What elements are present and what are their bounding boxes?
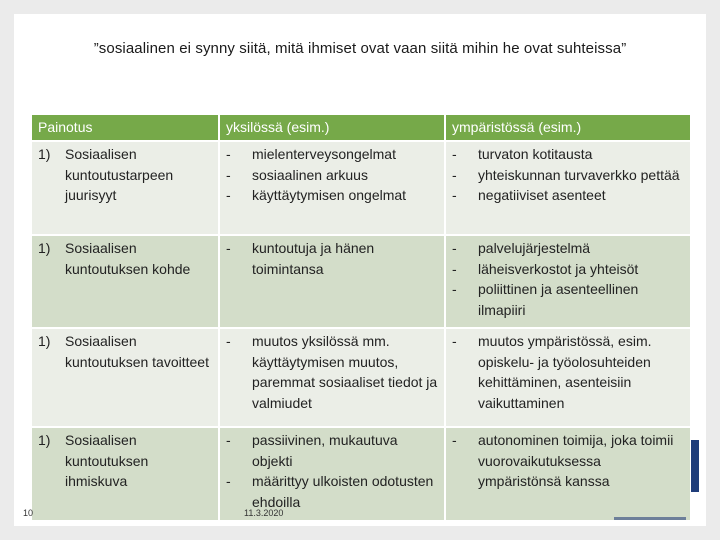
header-ymparistossa: ympäristössä (esim.) xyxy=(445,114,691,141)
comparison-table xyxy=(30,113,692,522)
list-item xyxy=(452,259,686,280)
list-item-text: poliittinen ja asenteellinen ilmapiiri xyxy=(478,281,639,318)
list-item-text: negatiiviset asenteet xyxy=(478,187,606,204)
list-item xyxy=(226,165,440,186)
list-dash: - xyxy=(226,187,231,204)
list-dash: - xyxy=(226,432,231,448)
list-item-text: käyttäytymisen ongelmat xyxy=(252,187,407,204)
table-row xyxy=(31,235,691,328)
row-label: Sosiaalisen kuntoutustarpeen juurisyyt xyxy=(65,146,174,204)
header-yksilossa: yksilössä (esim.) xyxy=(219,114,445,141)
list-dash: - xyxy=(452,333,457,349)
slide-date: 11.3.2020 xyxy=(244,508,284,518)
list-item xyxy=(452,331,686,413)
list-item xyxy=(226,471,440,512)
individual-cell xyxy=(219,235,445,328)
row-label-cell xyxy=(31,235,219,328)
list-item-text: sosiaalinen arkuus xyxy=(252,166,368,183)
footer-logo-text xyxy=(614,517,686,520)
list-item-text: läheisverkostot ja yhteisöt xyxy=(478,260,639,277)
table-row xyxy=(31,141,691,235)
individual-cell xyxy=(219,141,445,235)
list-dash: - xyxy=(452,260,457,277)
environment-cell xyxy=(445,235,691,328)
list-item-text: passiivinen, mukautuva objekti xyxy=(252,432,398,469)
list-item xyxy=(226,185,440,206)
row-number: 1) xyxy=(38,333,51,349)
list-item xyxy=(226,430,440,471)
row-label-cell xyxy=(31,328,219,427)
row-number: 1) xyxy=(38,146,51,162)
row-label: Sosiaalisen kuntoutuksen kohde xyxy=(65,240,191,277)
list-item xyxy=(452,165,686,186)
list-item-text: mielenterveysongelmat xyxy=(252,146,396,162)
row-number: 1) xyxy=(38,240,51,256)
slide-quote: ”sosiaalinen ei synny siitä, mitä ihmiset ovat vaan siitä mihin he ovat suhteissa” xyxy=(93,40,627,57)
table-row xyxy=(31,328,691,427)
row-label: Sosiaalisen kuntoutuksen ihmiskuva xyxy=(65,432,149,490)
list-item-text: kuntoutuja ja hänen toimintansa xyxy=(252,240,375,277)
header-painotus: Painotus xyxy=(31,114,219,141)
row-number: 1) xyxy=(38,432,51,448)
list-item xyxy=(452,185,686,206)
environment-cell xyxy=(445,427,691,521)
list-item-text: turvaton kotitausta xyxy=(478,146,593,162)
list-item-text: autonominen toimija, joka toimii vuorovaikutuksessa ympäristönsä kanssa xyxy=(478,432,674,490)
list-item xyxy=(452,279,686,320)
row-label-cell xyxy=(31,427,219,521)
list-item-text: muutos ympäristössä, esim. opiskelu- ja työolosuhteiden kehittäminen, asenteisiin vaikuttaminen xyxy=(478,333,652,411)
list-dash: - xyxy=(452,281,457,298)
list-dash: - xyxy=(452,146,457,162)
list-item-text: muutos yksilössä mm. käyttäytymisen muutos, paremmat sosiaaliset tiedot ja valmiudet xyxy=(252,333,438,411)
environment-cell xyxy=(445,328,691,427)
list-item-text: määrittyy ulkoisten odotusten ehdoilla xyxy=(252,473,434,510)
table-row xyxy=(31,427,691,521)
list-dash: - xyxy=(226,473,231,490)
list-item xyxy=(226,238,440,279)
list-item xyxy=(452,238,686,259)
list-item xyxy=(226,144,440,165)
list-item xyxy=(452,144,686,165)
individual-cell xyxy=(219,328,445,427)
list-dash: - xyxy=(452,432,457,448)
list-dash: - xyxy=(226,146,231,162)
page-number: 10 xyxy=(23,508,34,518)
logo-mark xyxy=(691,440,699,492)
list-item xyxy=(226,331,440,413)
list-dash: - xyxy=(226,240,231,256)
list-dash: - xyxy=(452,166,457,183)
list-item xyxy=(452,430,686,492)
list-dash: - xyxy=(452,187,457,204)
list-dash: - xyxy=(226,333,231,349)
table-header-row xyxy=(31,114,691,141)
list-item-text: yhteiskunnan turvaverkko pettää xyxy=(478,166,680,183)
row-label: Sosiaalisen kuntoutuksen tavoitteet xyxy=(65,333,209,370)
individual-cell xyxy=(219,427,445,521)
row-label-cell xyxy=(31,141,219,235)
list-dash: - xyxy=(452,240,457,256)
list-dash: - xyxy=(226,166,231,183)
environment-cell xyxy=(445,141,691,235)
list-item-text: palvelujärjestelmä xyxy=(478,240,591,256)
